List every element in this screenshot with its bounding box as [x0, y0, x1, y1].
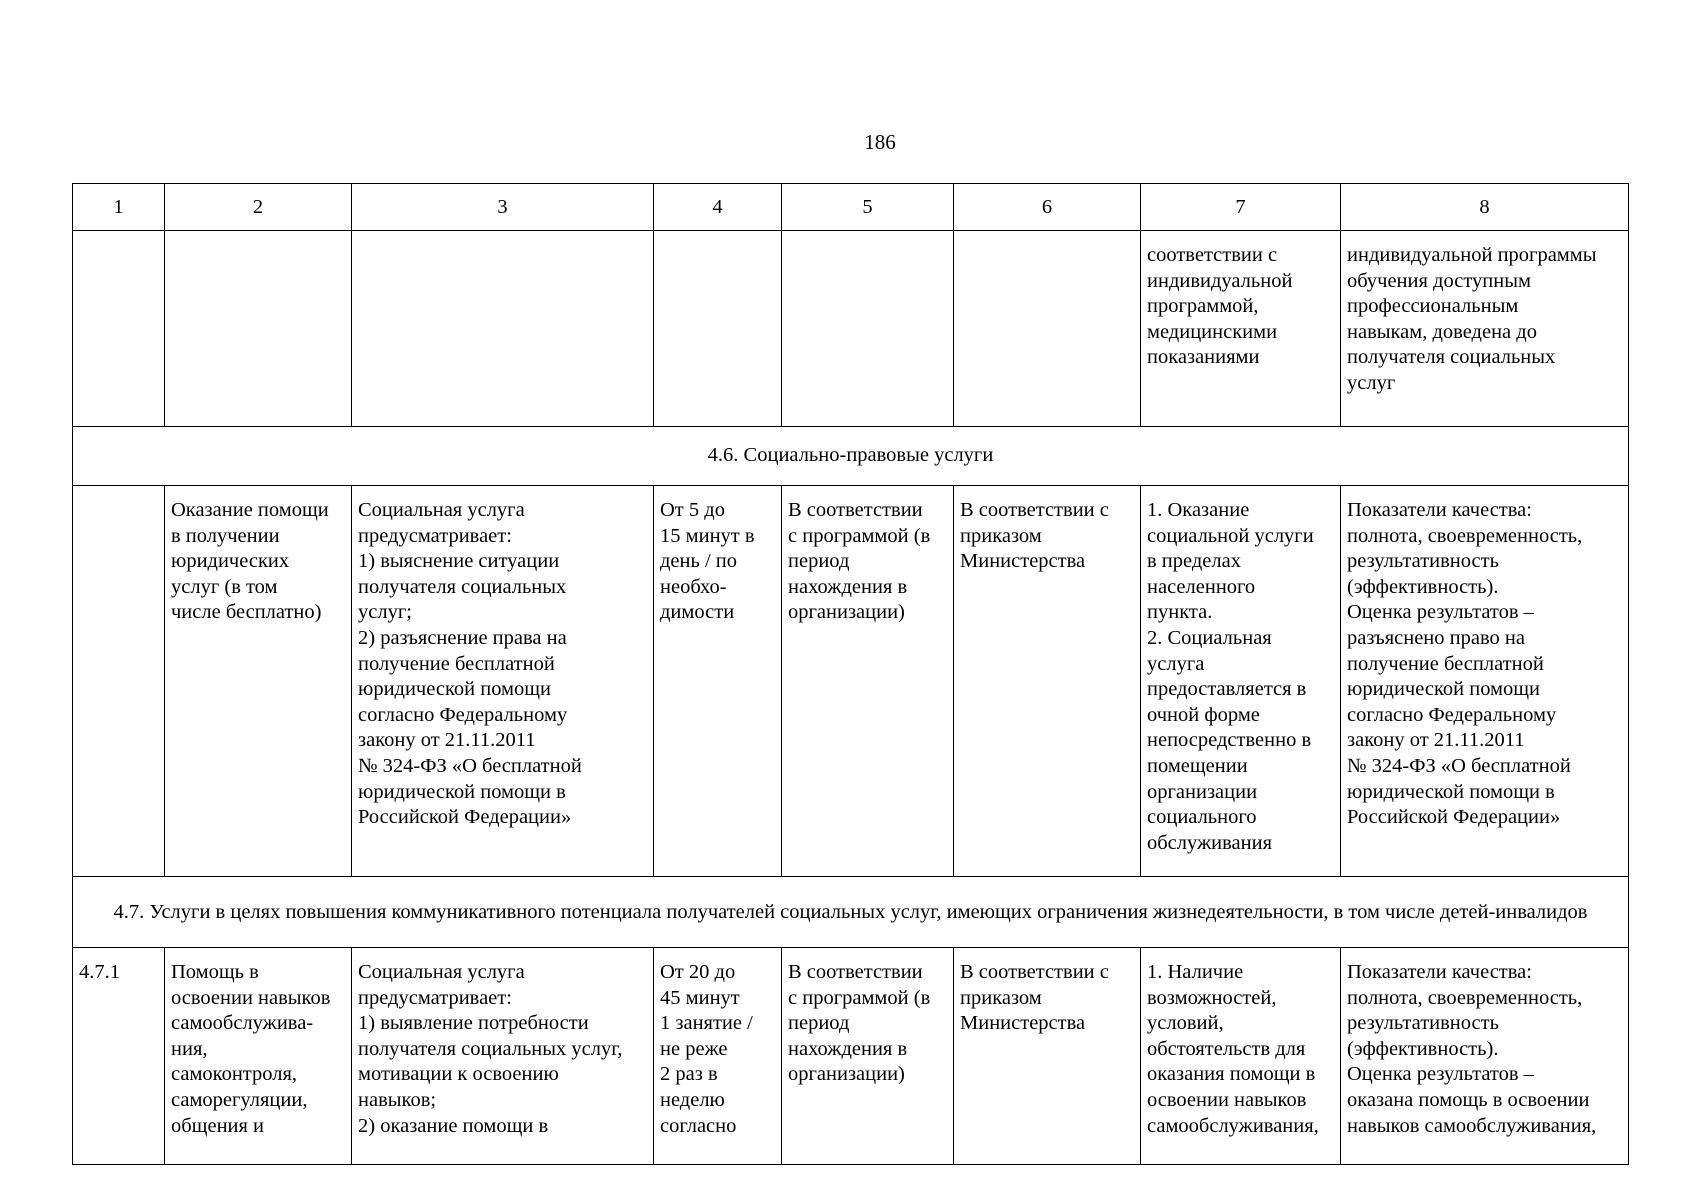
header-cell: 1 [73, 184, 165, 231]
table-cell: В соответствии с программой (в период нахождения в организации) [782, 948, 954, 1165]
section-heading: 4.7. Услуги в целях повышения коммуникативного потенциала получателей социальных услуг, имеющих ограничения жизнедеятельности, в том числе детей-инвалидов [73, 877, 1629, 948]
table-cell: От 20 до 45 минут 1 занятие / не реже 2 раз в неделю согласно [654, 948, 782, 1165]
header-cell: 7 [1141, 184, 1341, 231]
table-cell: соответствии с индивидуальной программой, медицинскими показаниями [1141, 231, 1341, 427]
table-cell [73, 231, 165, 427]
table-cell [954, 231, 1141, 427]
section-row [73, 427, 1629, 486]
table-cell: Показатели качества: полнота, своевременность, результативность (эффективность). Оценка результатов – разъяснено право на получение бесплатной юридической помощи согласно Федеральному закону от 21.11.2011 № 324-ФЗ «О бесплатной юридической помощи в Российской Федерации» [1341, 486, 1629, 877]
section-row [73, 877, 1629, 948]
table-row [73, 948, 1629, 1165]
table-cell: Показатели качества: полнота, своевременность, результативность (эффективность). Оценка результатов – оказана помощь в освоении навыков самообслуживания, [1341, 948, 1629, 1165]
table-cell [165, 231, 352, 427]
table-cell [73, 486, 165, 877]
table-cell: В соответствии с программой (в период нахождения в организации) [782, 486, 954, 877]
table-cell: Социальная услуга предусматривает: 1) выявление потребности получателя социальных услуг, мотивации к освоению навыков; 2) оказание помощи в [352, 948, 654, 1165]
table-cell: 4.7.1 [73, 948, 165, 1165]
table-cell [782, 231, 954, 427]
table-cell: 1. Оказание социальной услуги в пределах населенного пункта. 2. Социальная услуга предоставляется в очной форме непосредственно в помещении организации социального обслуживания [1141, 486, 1341, 877]
section-heading: 4.6. Социально-правовые услуги [73, 427, 1629, 486]
table-cell: От 5 до 15 минут в день / по необхо- димости [654, 486, 782, 877]
header-cell: 3 [352, 184, 654, 231]
table-cell: Помощь в освоении навыков самообслужива- ния, самоконтроля, саморегуляции, общения и [165, 948, 352, 1165]
table-row [73, 486, 1629, 877]
table-cell: Социальная услуга предусматривает: 1) выяснение ситуации получателя социальных услуг; 2) разъяснение права на получение бесплатной юридической помощи согласно Федеральному закону от 21.11.2011 № 324-ФЗ «О бесплатной юридической помощи в Российской Федерации» [352, 486, 654, 877]
table-cell: В соответствии с приказом Министерства [954, 486, 1141, 877]
services-table [72, 183, 1629, 1165]
table-row [73, 231, 1629, 427]
header-cell: 4 [654, 184, 782, 231]
table-cell: Оказание помощи в получении юридических услуг (в том числе бесплатно) [165, 486, 352, 877]
page-number: 186 [864, 130, 896, 154]
header-cell: 6 [954, 184, 1141, 231]
header-cell: 2 [165, 184, 352, 231]
table-cell: 1. Наличие возможностей, условий, обстоятельств для оказания помощи в освоении навыков самообслуживания, [1141, 948, 1341, 1165]
header-row [73, 184, 1629, 231]
table-cell [352, 231, 654, 427]
table-cell: индивидуальной программы обучения доступным профессиональным навыкам, доведена до получателя социальных услуг [1341, 231, 1629, 427]
header-cell: 8 [1341, 184, 1629, 231]
header-cell: 5 [782, 184, 954, 231]
table-cell [654, 231, 782, 427]
table-cell: В соответствии с приказом Министерства [954, 948, 1141, 1165]
